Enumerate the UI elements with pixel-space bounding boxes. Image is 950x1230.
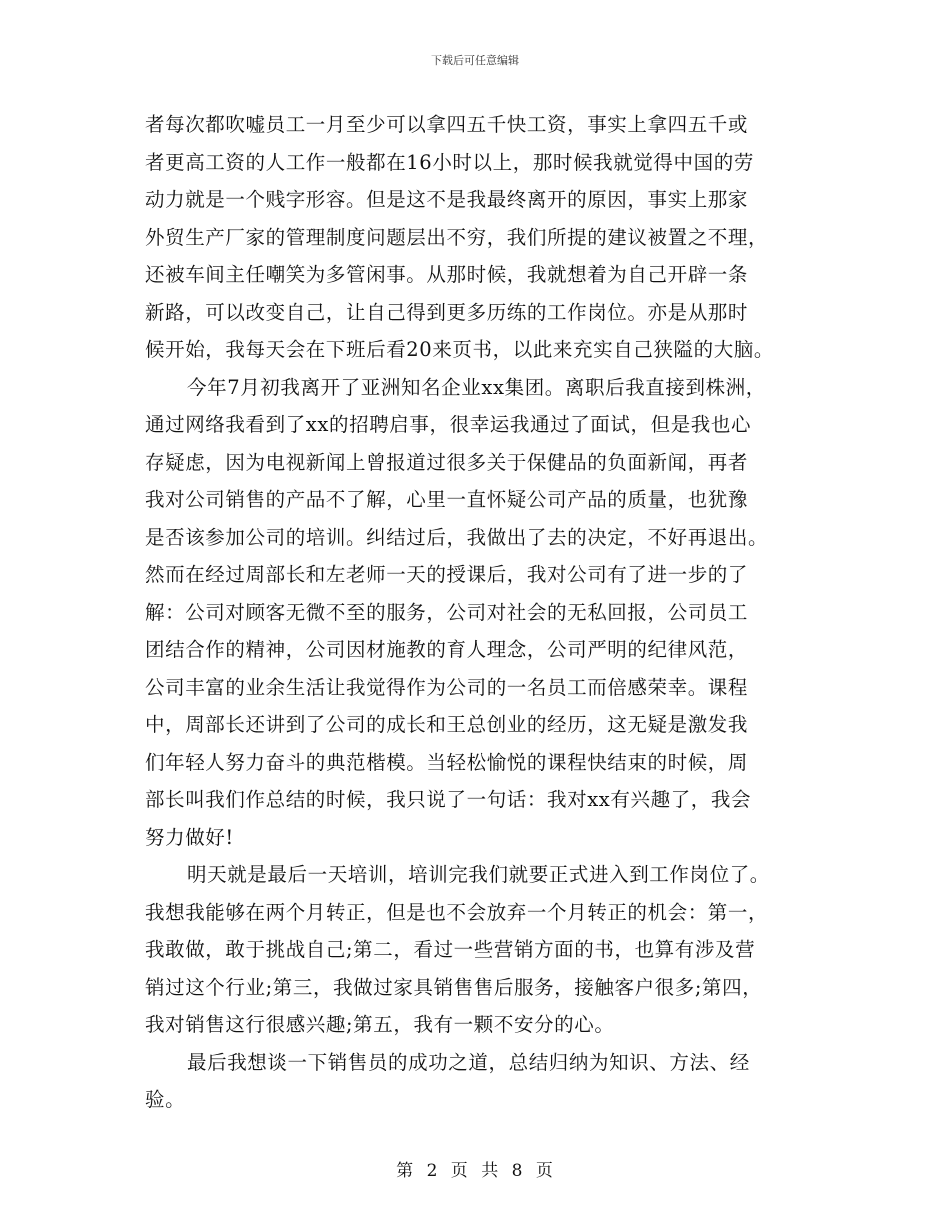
page-number-footer: 第 2 页 共 8 页	[396, 1161, 554, 1181]
text-line: 部长叫我们作总结的时候，我只说了一句话：我对xx有兴趣了，我会	[145, 788, 752, 811]
text-line: 团结合作的精神，公司因材施教的育人理念，公司严明的纪律风范，	[145, 638, 749, 661]
text-line: 努力做好!	[145, 825, 234, 849]
text-line: 通过网络我看到了xx的招聘启事，很幸运我通过了面试，但是我也心	[145, 413, 752, 436]
paragraph-start-line: 明天就是最后一天培训，培训完我们就要正式进入到工作岗位了。	[187, 863, 770, 886]
text-line: 还被车间主任嘲笑为多管闲事。从那时候，我就想着为自己开辟一条	[145, 263, 749, 286]
paragraph-start-line: 今年7月初我离开了亚洲知名企业xx集团。离职后我直接到株洲，	[187, 375, 766, 399]
text-line: 我对公司销售的产品不了解，心里一直怀疑公司产品的质量，也犹豫	[145, 488, 749, 511]
text-line: 动力就是一个贱字形容。但是这不是我最终离开的原因，事实上那家	[145, 188, 749, 211]
text-line: 候开始，我每天会在下班后看20来页书，以此来充实自己狭隘的大脑。	[145, 338, 775, 361]
text-line: 者每次都吹嘘员工一月至少可以拿四五千快工资，事实上拿四五千或	[145, 113, 749, 136]
text-line: 公司丰富的业余生活让我觉得作为公司的一名员工而倍感荣幸。课程	[145, 675, 749, 699]
text-line: 者更高工资的人工作一般都在16小时以上，那时候我就觉得中国的劳	[145, 150, 754, 174]
paragraph-start-line: 最后我想谈一下销售员的成功之道，总结归纳为知识、方法、经	[187, 1050, 750, 1074]
text-line: 是否该参加公司的培训。纠结过后，我做出了去的决定，不好再退出。	[145, 525, 769, 549]
page-header: 下载后可任意编辑	[431, 54, 519, 67]
text-line: 外贸生产厂家的管理制度问题层出不穷，我们所提的建议被置之不理，	[145, 225, 769, 249]
text-line: 销过这个行业;第三，我做过家具销售售后服务，接触客户很多;第四，	[145, 975, 763, 999]
text-line: 然而在经过周部长和左老师一天的授课后，我对公司有了进一步的了	[145, 563, 749, 586]
text-line: 我对销售这行很感兴趣;第五，我有一颗不安分的心。	[145, 1013, 615, 1036]
text-line: 我想我能够在两个月转正，但是也不会放弃一个月转正的机会：第一，	[145, 900, 769, 924]
text-line: 们年轻人努力奋斗的典范楷模。当轻松愉悦的课程快结束的时候，周	[145, 750, 749, 774]
text-line: 新路，可以改变自己，让自己得到更多历练的工作岗位。亦是从那时	[145, 300, 749, 324]
text-line: 中，周部长还讲到了公司的成长和王总创业的经历，这无疑是激发我	[145, 713, 749, 736]
document-body	[145, 106, 810, 1119]
text-line: 解：公司对顾客无微不至的服务，公司对社会的无私回报，公司员工	[145, 600, 749, 624]
text-line: 存疑虑，因为电视新闻上曾报道过很多关于保健品的负面新闻，再者	[145, 450, 749, 474]
text-line: 我敢做，敢于挑战自己;第二，看过一些营销方面的书，也算有涉及营	[145, 938, 756, 961]
text-line: 验。	[145, 1088, 186, 1111]
